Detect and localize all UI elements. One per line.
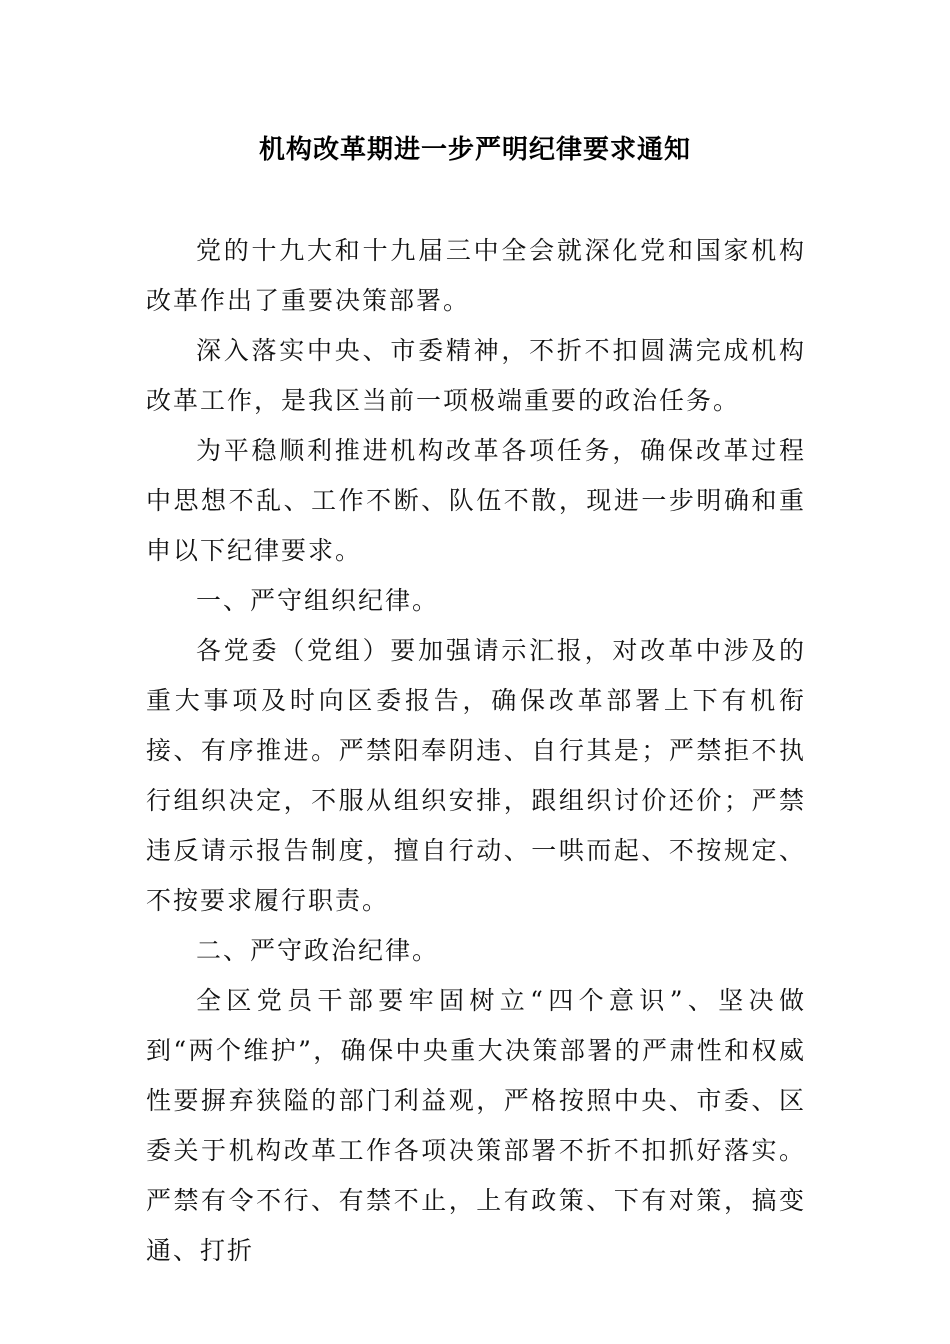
paragraph-implement: 深入落实中央、市委精神，不折不扣圆满完成机构改革工作，是我区当前一项极端重要的政治任务。 (146, 336, 806, 415)
paragraph-intro: 党的十九大和十九届三中全会就深化党和国家机构改革作出了重要决策部署。 (146, 236, 806, 315)
paragraph-organizational-discipline: 各党委（党组）要加强请示汇报，对改革中涉及的重大事项及时向区委报告，确保改革部署上下有机衔接、有序推进。严禁阳奉阴违、自行其是；严禁拒不执行组织决定，不服从组织安排，跟组织讨价还价；严禁违反请示报告制度，擅自行动、一哄而起、不按规定、不按要求履行职责。 (146, 636, 806, 915)
paragraph-purpose: 为平稳顺利推进机构改革各项任务，确保改革过程中思想不乱、工作不断、队伍不散，现进一步明确和重申以下纪律要求。 (146, 436, 806, 565)
paragraph-political-discipline: 全区党员干部要牢固树立“四个意识”、坚决做到“两个维护”，确保中央重大决策部署的严肃性和权威性要摒弃狭隘的部门利益观，严格按照中央、市委、区委关于机构改革工作各项决策部署不折不扣抓好落实。严禁有令不行、有禁不止，上有政策、下有对策，搞变通、打折 (146, 986, 806, 1265)
section-heading-organizational-discipline: 一、严守组织纪律。 (196, 586, 440, 615)
document-title: 机构改革期进一步严明纪律要求通知 (258, 135, 691, 165)
section-heading-political-discipline: 二、严守政治纪律。 (196, 936, 440, 965)
document-body (146, 226, 806, 1276)
